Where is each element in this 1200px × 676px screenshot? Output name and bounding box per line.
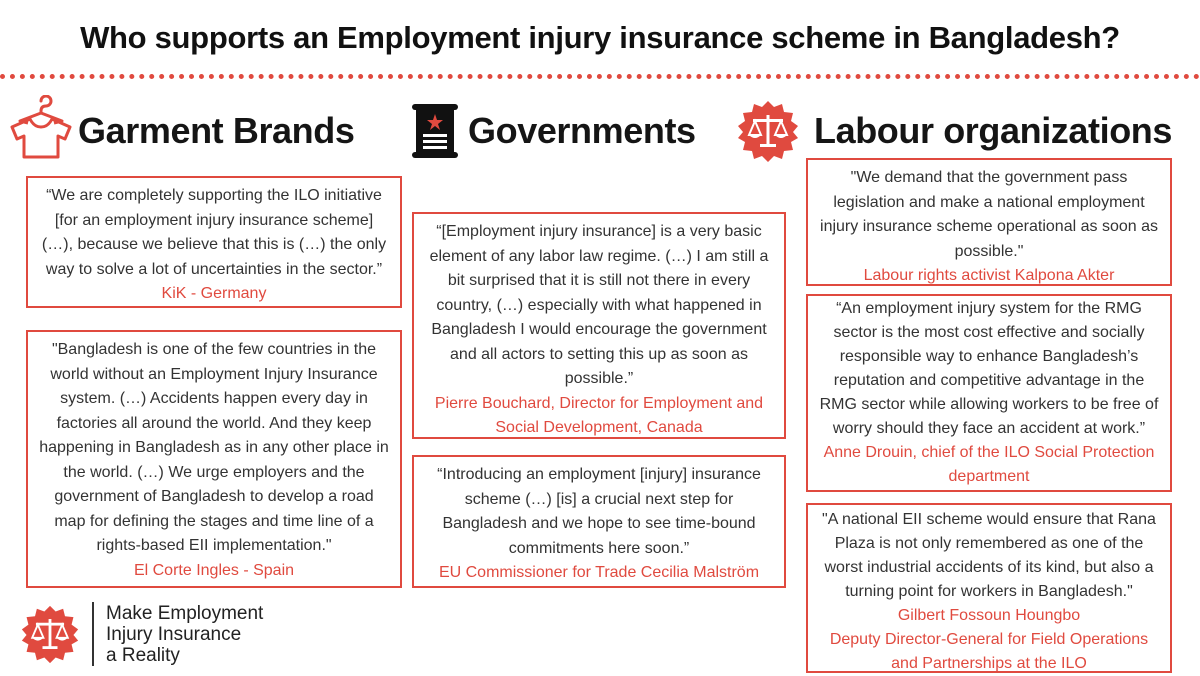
logo-line-1: Make Employment: [106, 602, 264, 624]
quote-houngbo: [806, 503, 1172, 673]
quote-akter: [806, 158, 1172, 286]
quote-text: “Introducing an employment [injury] insurance scheme (…) [is] a crucial next step for Bangladesh and we hope to see time-bound commitments here soon.”: [437, 466, 761, 557]
quote-attribution: Anne Drouin, chief of the ILO Social Protection department: [823, 444, 1155, 485]
quote-malstrom: [412, 455, 786, 588]
logo-separator: [92, 602, 94, 666]
labour-organizations-header: [736, 106, 1172, 156]
dotted-divider: [0, 74, 1200, 79]
garment-brands-header: [8, 106, 354, 156]
quote-text: “An employment injury system for the RMG sector is the most cost effective and socially responsible way to enhance Bangladesh’s reputation and competitive advantage in the RMG sector while allowing workers to be free of worry should they face an accident at work.”: [819, 300, 1159, 437]
quote-kik: [26, 176, 402, 308]
quote-drouin: [806, 294, 1172, 492]
quote-attribution: KiK - Germany: [161, 285, 267, 302]
page-title: Who supports an Employment injury insurance scheme in Bangladesh?: [80, 20, 1120, 55]
logo-text: [106, 603, 263, 666]
quote-text: "Bangladesh is one of the few countries in the world without an Employment Injury Insurance system. (…) Accidents happen every day in factories all around the world. And they keep happening in Bangladesh as in any other place in the world. (…) We urge employers and the government of Bangladesh to develop a road map for defining the stages and time line of a rights-based EII implementation.": [39, 341, 389, 554]
quote-attribution: El Corte Ingles - Spain: [133, 561, 295, 579]
quote-attribution: Labour rights activist Kalpona Akter: [863, 267, 1115, 284]
quote-text: "We demand that the government pass legislation and make a national employment injury insurance scheme operational as soon as possible.": [820, 169, 1158, 260]
t-shirt-hanger-icon: [8, 95, 74, 161]
quote-text: “We are completely supporting the ILO initiative [for an employment injury insurance scheme] (…), because we believe that this is (…) the only way to solve a lot of uncertainties in the sector.”: [41, 187, 387, 278]
quote-attribution: EU Commissioner for Trade Cecilia Malström: [438, 564, 760, 581]
quote-attribution-role: Deputy Director-General for Field Operations and Partnerships at the ILO: [829, 631, 1149, 672]
document-scroll-icon: [412, 102, 458, 160]
quote-attribution: Pierre Bouchard, Director for Employment and Social Development, Canada: [434, 394, 764, 436]
logo-line-2: Injury Insurance: [106, 623, 242, 645]
garment-brands-heading: Garment Brands: [78, 110, 355, 151]
quote-bouchard: [412, 212, 786, 439]
governments-header: [412, 106, 696, 156]
scales-badge-icon: [736, 99, 800, 163]
quote-text: "A national EII scheme would ensure that Rana Plaza is not only remembered as one of the worst industrial accidents of its kind, but also a turning point for workers in Bangladesh.": [822, 511, 1156, 600]
quote-el-corte-ingles: [26, 330, 402, 588]
logo-line-3: a Reality: [106, 644, 180, 666]
scales-badge-icon: [20, 604, 80, 664]
campaign-logo: [20, 602, 263, 666]
labour-organizations-heading: Labour organizations: [814, 110, 1173, 151]
governments-heading: Governments: [468, 110, 696, 151]
quote-text: “[Employment injury insurance] is a very basic element of any labor law regime. (…) I am still a bit surprised that it is still not there in every country, (…) especially with what happened in Bangladesh I would encourage the government and all actors to setting this up as soon as possible.”: [429, 223, 769, 387]
quote-attribution-name: Gilbert Fossoun Houngbo: [897, 607, 1081, 624]
